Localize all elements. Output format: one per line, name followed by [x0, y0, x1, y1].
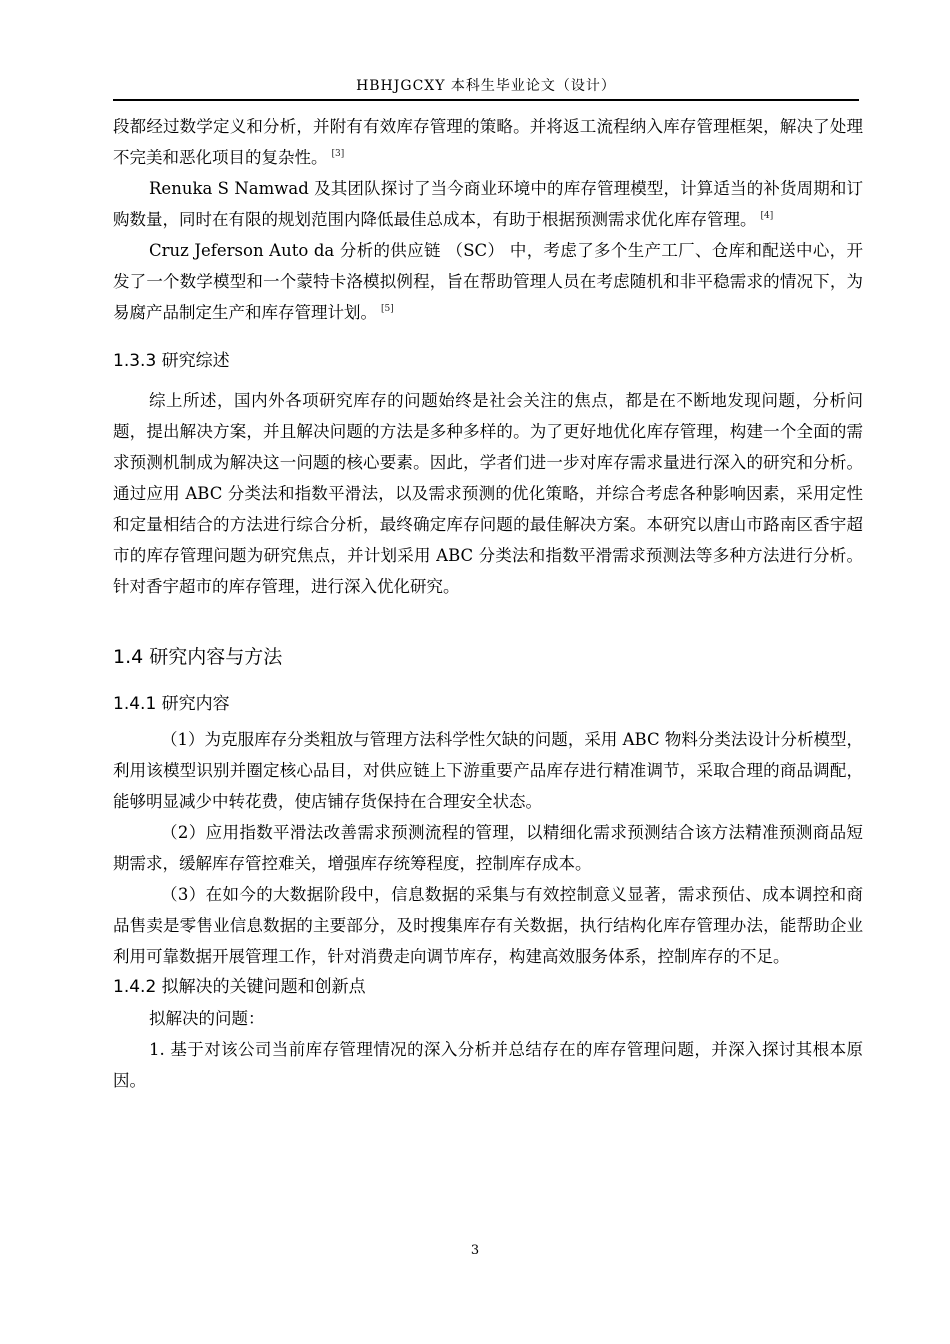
page-number: 3: [470, 1243, 480, 1258]
heading-1-4-1: 1.4.1 研究内容: [113, 694, 230, 714]
paragraph-review: 综上所述，国内外各项研究库存的问题始终是社会关注的焦点，都是在不断地发现问题，分析问题，提出解决方案，并且解决问题的方法是多种多样的。为了更好地优化库存管理，构建一个全面的需求预测机制成为解决这一问题的核心要素。因此，学者们进一步对库存需求量进行深入的研究和分析。通过应用 ABC 分类法和指数平滑法，以及需求预测的优化策略，并综合考虑各种影响因素，采用定性和定量相结合的方法进行综合分析，最终确定库存问题的最佳解决方案。本研究以唐山市路南区香宇超市的库存管理问题为研究焦点，并计划采用 ABC 分类法和指数平滑需求预测法等多种方法进行分析。针对香宇超市的库存管理，进行深入优化研究。: [113, 391, 863, 596]
citation-ref[interactable]: [4]: [760, 211, 774, 221]
paragraph-text: Renuka S Namwad 及其团队探讨了当今商业环境中的库存管理模型，计算适当的补货周期和订购数量，同时在有限的规划范围内降低最佳总成本，有助于根据预测需求优化库存管理。: [113, 179, 863, 229]
heading-1-4: 1.4 研究内容与方法: [113, 646, 283, 668]
paragraph-text: Cruz Jeferson Auto da 分析的供应链 （SC） 中，考虑了多个生产工厂、仓库和配送中心，开发了一个数学模型和一个蒙特卡洛模拟例程，旨在帮助管理人员在考虑随机和非平稳需求的情况下，为易腐产品制定生产和库存管理计划。: [113, 241, 863, 322]
header-rule: [113, 99, 859, 101]
research-item-1: （1）为克服库存分类粗放与管理方法科学性欠缺的问题，采用 ABC 物料分类法设计分析模型，利用该模型识别并圈定核心品目，对供应链上下游重要产品库存进行精准调节，采取合理的商品调配，能够明显减少中转花费，使店铺存货保持在合理安全状态。: [113, 730, 863, 811]
page-header: HBHJGCXY 本科生毕业论文（设计）: [356, 78, 616, 94]
problem-item-1: 1. 基于对该公司当前库存管理情况的深入分析并总结存在的库存管理问题，并深入探讨其根本原因。: [113, 1040, 863, 1090]
paragraph-cruz: [113, 235, 863, 328]
paragraph-text: 段都经过数学定义和分析，并附有有效库存管理的策略。并将返工流程纳入库存管理框架，解决了处理不完美和恶化项目的复杂性。: [113, 117, 863, 167]
paragraph-namwad: [113, 173, 863, 235]
research-item-2: （2）应用指数平滑法改善需求预测流程的管理，以精细化需求预测结合该方法精准预测商品短期需求，缓解库存管控难关，增强库存统筹程度，控制库存成本。: [113, 823, 863, 873]
heading-1-4-2: 1.4.2 拟解决的关键问题和创新点: [113, 977, 366, 997]
problems-intro: 拟解决的问题：: [149, 1009, 265, 1028]
page-content: [113, 111, 863, 1096]
heading-1-3-3: 1.3.3 研究综述: [113, 351, 230, 371]
research-item-3: （3）在如今的大数据阶段中，信息数据的采集与有效控制意义显著，需求预估、成本调控和商品售卖是零售业信息数据的主要部分，及时搜集库存有关数据，执行结构化库存管理办法，能帮助企业利用可靠数据开展管理工作，针对消费走向调节库存，构建高效服务体系，控制库存的不足。: [113, 885, 863, 966]
paragraph-continued: [113, 111, 863, 173]
citation-ref[interactable]: [5]: [381, 304, 394, 314]
citation-ref[interactable]: [3]: [331, 149, 345, 159]
